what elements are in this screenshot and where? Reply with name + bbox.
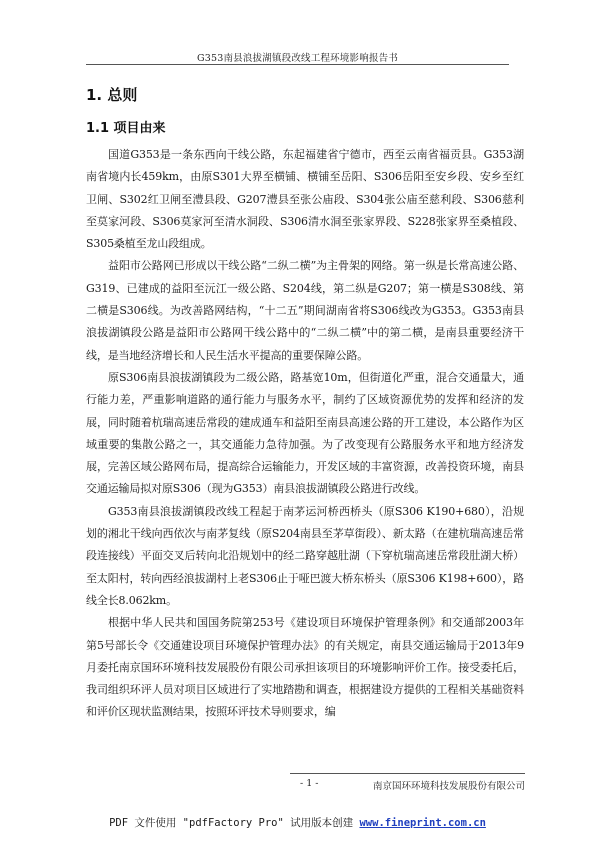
paragraph: 国道G353是一条东西向干线公路，东起福建省宁德市，西至云南省福贡县。G353湖南省境内长459km，由原S301大界至横铺、横铺至岳阳、S306岳阳至安乡段、安乡至红卫闸、S302红卫闸至澧县段、G207澧县至张公庙段、S304张公庙至慈利段、S306慈利至莫家河段、S306莫家河至清水洞段、S306清水洞至张家界段、S228张家界至桑植段、S305桑植至龙山段组成。 <box>86 148 524 251</box>
watermark-link[interactable]: www.fineprint.com.cn <box>359 817 486 829</box>
watermark-text: PDF 文件使用 "pdfFactory Pro" 试用版本创建 <box>109 817 360 829</box>
footer-company: 南京国环环境科技发展股份有限公司 <box>373 781 526 792</box>
body-text <box>86 144 524 724</box>
paragraph: 益阳市公路网已形成以干线公路“二纵二横”为主骨架的网络。第一纵是长常高速公路、G319、已建成的益阳至沅江一级公路、S204线，第二纵是G207；第一横是S308线、第二横是S306线。为改善路网结构，“十二五”期间湖南省将S306线改为G353。G353南县浪拔湖镇段公路是益阳市公路网干线公路中的“二纵二横”中的第二横，是南县重要经济干线，是当地经济增长和人民生活水平提高的重要保障公路。 <box>86 259 524 362</box>
footer-rule <box>290 773 525 774</box>
running-header: G353南县浪拔湖镇段改线工程环境影响报告书 <box>196 53 399 64</box>
page-number: - 1 - <box>300 778 319 789</box>
header-rule <box>86 64 509 65</box>
paragraph: 原S306南县浪拔湖镇段为二级公路，路基宽10m，但街道化严重，混合交通量大，通行能力差，严重影响道路的通行能力与服务水平，制约了区域资源优势的发挥和经济的发展，同时随着杭瑞高速岳常段的建成通车和益阳至南县高速公路的开工建设，本公路作为区域重要的集散公路之一，其交通能力急待加强。为了改变现有公路服务水平和地方经济发展，完善区域公路网布局，提高综合运输能力，开发区域的丰富资源，改善投资环境，南县交通运输局拟对原S306（现为G353）南县浪拔湖镇段公路进行改线。 <box>86 370 524 496</box>
chapter-heading: 1. 总则 <box>86 86 138 104</box>
section-heading: 1.1 项目由来 <box>86 121 166 136</box>
pdf-watermark <box>0 815 595 830</box>
paragraph: 根据中华人民共和国国务院第253号《建设项目环境保护管理条例》和交通部2003年第5号部长令《交通建设项目环境保护管理办法》的有关规定，南县交通运输局于2013年9月委托南京国环环境科技发展股份有限公司承担该项目的环境影响评价工作。接受委托后，我司组织环评人员对项目区域进行了实地踏勘和调查，根据建设方提供的工程相关基础资料和评价区现状监测结果，按照环评技术导则要求，编 <box>86 616 524 719</box>
paragraph: G353南县浪拔湖镇段改线工程起于南茅运河桥西桥头（原S306 K190+680），沿规划的湘北干线向西依次与南茅复线（原S204南县至茅草街段）、新太路（在建杭瑞高速岳常段连接线）平面交叉后转向北沿规划中的经二路穿越肚湖（下穿杭瑞高速岳常段肚湖大桥）至太阳村，转向西经浪拔湖村上老S306止于哑巴渡大桥东桥头（原S306 K198+600），路线全长8.062km。 <box>86 504 524 607</box>
